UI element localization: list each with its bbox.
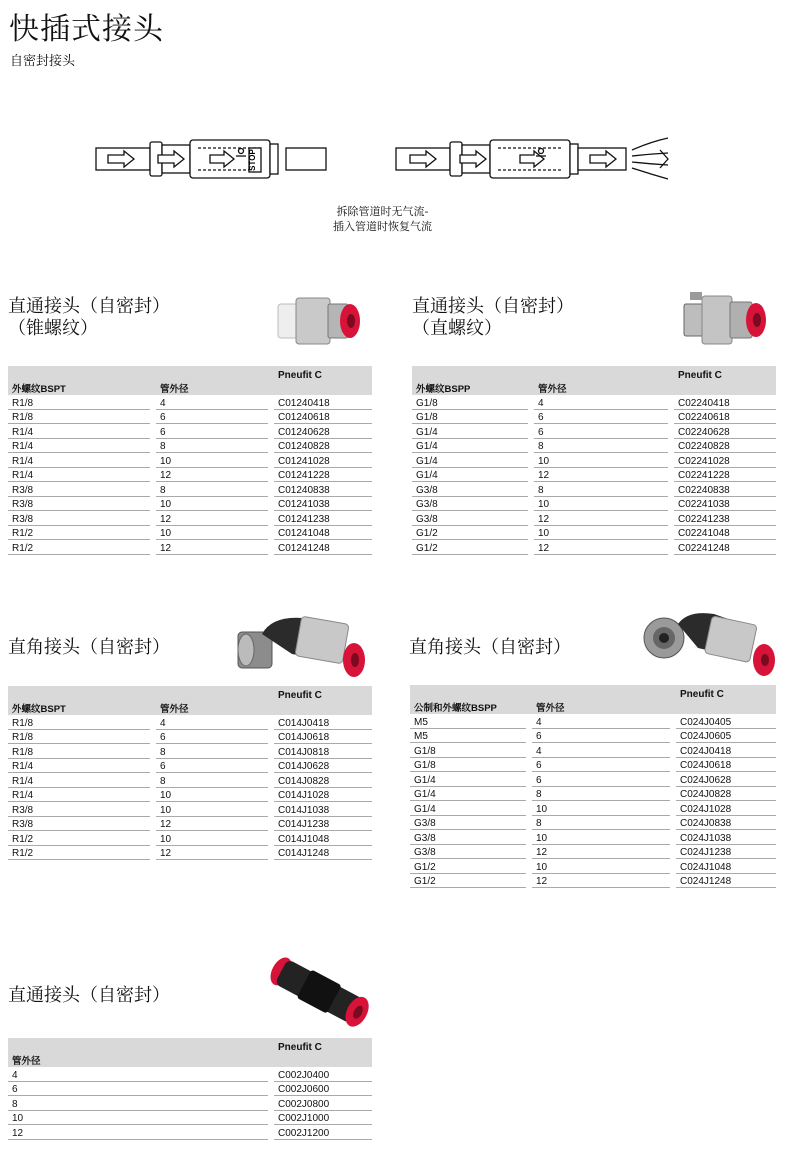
union-straight-fitting-image <box>262 952 378 1032</box>
thread-cell: R3/8 <box>8 802 150 817</box>
thread-cell: G1/8 <box>412 395 528 409</box>
table-row <box>410 728 776 743</box>
section-title-line1: 直通接头（自密封） <box>8 296 170 317</box>
col-tube-header: 管外径 <box>156 381 268 395</box>
col-tube-header: 管外径 <box>534 381 668 395</box>
part-number-cell: C02240618 <box>674 409 776 424</box>
part-number-cell: C01241248 <box>274 540 372 555</box>
tube-od-cell: 12 <box>156 540 268 555</box>
section-title-union-straight <box>8 985 170 1007</box>
part-number-cell: C02241238 <box>674 511 776 526</box>
part-number-cell: C014J1248 <box>274 845 372 860</box>
tube-od-cell: 12 <box>8 1125 268 1140</box>
tube-od-cell: 10 <box>156 525 268 540</box>
thread-cell: R1/2 <box>8 540 150 555</box>
thread-cell: G1/4 <box>412 438 528 453</box>
tube-od-cell: 4 <box>8 1067 268 1081</box>
table-row <box>8 453 372 468</box>
table-row <box>412 424 776 439</box>
col-thread-header: 外螺纹BSPT <box>8 701 150 715</box>
tube-od-cell: 6 <box>156 729 268 744</box>
section-title-elbow-bspp <box>409 637 571 659</box>
part-number-cell: C002J0800 <box>274 1096 372 1111</box>
part-number-cell: C014J1028 <box>274 787 372 802</box>
thread-cell: G1/4 <box>410 801 526 816</box>
table-row <box>8 540 372 555</box>
tube-od-cell: 4 <box>156 715 268 729</box>
table-row <box>8 482 372 497</box>
table-row <box>8 395 372 409</box>
part-number-cell: C024J0828 <box>676 786 776 801</box>
part-number-cell: C024J1248 <box>676 873 776 888</box>
table-row <box>8 773 372 788</box>
thread-cell: R3/8 <box>8 496 150 511</box>
table-row <box>412 438 776 453</box>
table-row <box>412 395 776 409</box>
table-row <box>8 758 372 773</box>
thread-cell: G1/4 <box>410 772 526 787</box>
table-row <box>412 453 776 468</box>
part-number-cell: C02241048 <box>674 525 776 540</box>
page-title: 快插式接头 <box>9 12 164 47</box>
tube-od-cell: 8 <box>156 438 268 453</box>
part-number-cell: C014J0828 <box>274 773 372 788</box>
table-row <box>8 787 372 802</box>
tube-od-cell: 4 <box>532 743 670 758</box>
thread-cell: G1/2 <box>412 525 528 540</box>
thread-cell: R1/4 <box>8 758 150 773</box>
tube-od-cell: 10 <box>156 787 268 802</box>
thread-cell: G1/8 <box>410 743 526 758</box>
table-row <box>8 438 372 453</box>
thread-cell: G1/4 <box>412 453 528 468</box>
tube-od-cell: 8 <box>534 482 668 497</box>
table-row <box>412 482 776 497</box>
table-row <box>8 1125 372 1140</box>
section-title-straight-bspt <box>8 296 170 340</box>
part-number-cell: C01241228 <box>274 467 372 482</box>
brand-header: Pneufit C <box>676 685 776 700</box>
page-subtitle: 自密封接头 <box>10 54 76 69</box>
table-row <box>8 525 372 540</box>
tube-od-cell: 4 <box>532 714 670 728</box>
section-title-straight-bspp <box>412 296 574 340</box>
tube-od-cell: 12 <box>156 511 268 526</box>
tube-od-cell: 6 <box>532 728 670 743</box>
tube-od-cell: 8 <box>156 773 268 788</box>
tube-od-cell: 8 <box>532 786 670 801</box>
part-number-cell: C014J1048 <box>274 831 372 846</box>
table-row <box>8 802 372 817</box>
part-number-cell: C024J0605 <box>676 728 776 743</box>
brand-header: Pneufit C <box>274 686 372 701</box>
tube-od-cell: 12 <box>532 844 670 859</box>
table-row <box>412 540 776 555</box>
table-row <box>412 525 776 540</box>
section-title-line1: 直角接头（自密封） <box>409 637 571 658</box>
thread-cell: R1/4 <box>8 773 150 788</box>
thread-cell: G1/2 <box>410 859 526 874</box>
self-seal-flow-diagram <box>0 120 790 200</box>
part-number-cell: C02241028 <box>674 453 776 468</box>
thread-cell: R1/4 <box>8 453 150 468</box>
tube-od-cell: 12 <box>532 873 670 888</box>
table-row <box>410 873 776 888</box>
thread-cell: R1/8 <box>8 729 150 744</box>
table-row <box>8 409 372 424</box>
tube-od-cell: 10 <box>8 1110 268 1125</box>
col-tube-header: 管外径 <box>8 1053 268 1067</box>
table-row <box>410 757 776 772</box>
tube-od-cell: 6 <box>534 409 668 424</box>
part-number-cell: C02240418 <box>674 395 776 409</box>
part-number-cell: C01241028 <box>274 453 372 468</box>
tube-od-cell: 8 <box>532 815 670 830</box>
thread-cell: R3/8 <box>8 482 150 497</box>
part-number-cell: C014J0628 <box>274 758 372 773</box>
part-number-cell: C01241048 <box>274 525 372 540</box>
thread-cell: R1/2 <box>8 831 150 846</box>
table-row <box>412 467 776 482</box>
tube-od-cell: 6 <box>534 424 668 439</box>
part-number-cell: C01240628 <box>274 424 372 439</box>
table-row <box>8 1067 372 1081</box>
table-row <box>8 744 372 759</box>
tube-od-cell: 6 <box>156 424 268 439</box>
table-row <box>8 496 372 511</box>
table-row <box>410 743 776 758</box>
tube-od-cell: 6 <box>156 758 268 773</box>
spec-table-elbow-bspt <box>8 686 372 860</box>
thread-cell: R1/4 <box>8 787 150 802</box>
tube-od-cell: 6 <box>156 409 268 424</box>
thread-cell: R1/4 <box>8 438 150 453</box>
section-title-line1: 直角接头（自密封） <box>8 637 170 658</box>
tube-od-cell: 10 <box>156 496 268 511</box>
elbow-fitting-bspp-image <box>638 606 780 678</box>
tube-od-cell: 6 <box>532 757 670 772</box>
tube-od-cell: 10 <box>156 802 268 817</box>
part-number-cell: C02240628 <box>674 424 776 439</box>
spec-table-straight-bspp <box>412 366 776 555</box>
part-number-cell: C024J0418 <box>676 743 776 758</box>
stop-label: STOP <box>248 149 257 171</box>
thread-cell: R3/8 <box>8 511 150 526</box>
part-number-cell: C01240418 <box>274 395 372 409</box>
table-row <box>8 831 372 846</box>
col-thread-header: 外螺纹BSPT <box>8 381 150 395</box>
part-number-cell: C014J0418 <box>274 715 372 729</box>
tube-od-cell: 10 <box>534 453 668 468</box>
table-row <box>410 801 776 816</box>
part-number-cell: C02241038 <box>674 496 776 511</box>
tube-od-cell: 12 <box>534 467 668 482</box>
section-title-line2: （直螺纹） <box>412 318 502 339</box>
part-number-cell: C014J0818 <box>274 744 372 759</box>
table-row <box>410 714 776 728</box>
table-row <box>410 786 776 801</box>
brand-header: Pneufit C <box>674 366 776 381</box>
thread-cell: R1/8 <box>8 715 150 729</box>
thread-cell: R1/4 <box>8 467 150 482</box>
tube-od-cell: 8 <box>156 482 268 497</box>
thread-cell: R3/8 <box>8 816 150 831</box>
spec-table-straight-bspt <box>8 366 372 555</box>
part-number-cell: C024J1038 <box>676 830 776 845</box>
table-row <box>8 1110 372 1125</box>
thread-cell: R1/8 <box>8 409 150 424</box>
brand-header: Pneufit C <box>274 1038 372 1053</box>
tube-od-cell: 12 <box>534 511 668 526</box>
section-title-line1: 直通接头（自密封） <box>412 296 574 317</box>
caption-line-2: 插入管道时恢复气流 <box>333 220 432 233</box>
thread-cell: G3/8 <box>412 482 528 497</box>
table-row <box>8 1081 372 1096</box>
table-row <box>8 729 372 744</box>
part-number-cell: C024J1048 <box>676 859 776 874</box>
col-thread-header: 公制和外螺纹BSPP <box>410 700 526 714</box>
thread-cell: R1/8 <box>8 744 150 759</box>
part-number-cell: C002J1000 <box>274 1110 372 1125</box>
tube-od-cell: 12 <box>156 816 268 831</box>
diagram-caption <box>300 204 465 234</box>
tube-od-cell: 10 <box>532 801 670 816</box>
col-tube-header: 管外径 <box>532 700 670 714</box>
thread-cell: M5 <box>410 714 526 728</box>
thread-cell: G1/4 <box>412 467 528 482</box>
thread-cell: G1/2 <box>412 540 528 555</box>
thread-cell: G1/8 <box>410 757 526 772</box>
table-row <box>8 816 372 831</box>
table-row <box>8 511 372 526</box>
tube-od-cell: 12 <box>156 845 268 860</box>
elbow-fitting-bspt-image <box>232 610 374 682</box>
thread-cell: R1/8 <box>8 395 150 409</box>
table-row <box>410 859 776 874</box>
tube-od-cell: 10 <box>532 859 670 874</box>
thread-cell: G3/8 <box>410 830 526 845</box>
tube-od-cell: 10 <box>156 831 268 846</box>
section-title-elbow-bspt <box>8 637 170 659</box>
tube-od-cell: 10 <box>532 830 670 845</box>
spec-table-union-straight <box>8 1038 372 1140</box>
thread-cell: G1/8 <box>412 409 528 424</box>
thread-cell: G3/8 <box>412 496 528 511</box>
part-number-cell: C024J0628 <box>676 772 776 787</box>
table-row <box>412 511 776 526</box>
part-number-cell: C002J1200 <box>274 1125 372 1140</box>
thread-cell: R1/2 <box>8 525 150 540</box>
table-row <box>412 409 776 424</box>
part-number-cell: C01240618 <box>274 409 372 424</box>
thread-cell: G1/2 <box>410 873 526 888</box>
tube-od-cell: 4 <box>156 395 268 409</box>
table-row <box>410 772 776 787</box>
table-row <box>8 424 372 439</box>
thread-cell: G1/4 <box>410 786 526 801</box>
part-number-cell: C002J0600 <box>274 1081 372 1096</box>
part-number-cell: C014J0618 <box>274 729 372 744</box>
thread-cell: G3/8 <box>412 511 528 526</box>
col-thread-header: 外螺纹BSPP <box>412 381 528 395</box>
part-number-cell: C01241238 <box>274 511 372 526</box>
part-number-cell: C002J0400 <box>274 1067 372 1081</box>
part-number-cell: C024J0838 <box>676 815 776 830</box>
table-row <box>8 1096 372 1111</box>
tube-od-cell: 4 <box>534 395 668 409</box>
brand-header: Pneufit C <box>274 366 372 381</box>
tube-od-cell: 8 <box>8 1096 268 1111</box>
tube-od-cell: 8 <box>534 438 668 453</box>
section-title-line1: 直通接头（自密封） <box>8 985 170 1006</box>
part-number-cell: C02241228 <box>674 467 776 482</box>
tube-od-cell: 8 <box>156 744 268 759</box>
tube-od-cell: 10 <box>156 453 268 468</box>
thread-cell: R1/4 <box>8 424 150 439</box>
table-row <box>412 496 776 511</box>
table-row <box>8 467 372 482</box>
thread-cell: G3/8 <box>410 815 526 830</box>
part-number-cell: C01240828 <box>274 438 372 453</box>
caption-line-1: 拆除管道时无气流- <box>336 205 429 218</box>
straight-fitting-parallel-image <box>680 288 772 354</box>
spec-table-elbow-bspp <box>410 685 776 888</box>
col-tube-header: 管外径 <box>156 701 268 715</box>
part-number-cell: C01241038 <box>274 496 372 511</box>
tube-od-cell: 12 <box>534 540 668 555</box>
thread-cell: G3/8 <box>410 844 526 859</box>
thread-cell: R1/2 <box>8 845 150 860</box>
part-number-cell: C02240838 <box>674 482 776 497</box>
table-row <box>410 830 776 845</box>
thread-cell: M5 <box>410 728 526 743</box>
part-number-cell: C024J1028 <box>676 801 776 816</box>
table-row <box>410 844 776 859</box>
part-number-cell: C024J0405 <box>676 714 776 728</box>
tube-od-cell: 6 <box>532 772 670 787</box>
part-number-cell: C02240828 <box>674 438 776 453</box>
part-number-cell: C024J0618 <box>676 757 776 772</box>
tube-od-cell: 6 <box>8 1081 268 1096</box>
straight-fitting-tapered-image <box>276 290 366 354</box>
tube-od-cell: 10 <box>534 496 668 511</box>
table-row <box>8 845 372 860</box>
part-number-cell: C014J1238 <box>274 816 372 831</box>
table-row <box>8 715 372 729</box>
part-number-cell: C01240838 <box>274 482 372 497</box>
part-number-cell: C02241248 <box>674 540 776 555</box>
tube-od-cell: 10 <box>534 525 668 540</box>
tube-od-cell: 12 <box>156 467 268 482</box>
thread-cell: G1/4 <box>412 424 528 439</box>
table-row <box>410 815 776 830</box>
part-number-cell: C024J1238 <box>676 844 776 859</box>
section-title-line2: （锥螺纹） <box>8 318 98 339</box>
part-number-cell: C014J1038 <box>274 802 372 817</box>
